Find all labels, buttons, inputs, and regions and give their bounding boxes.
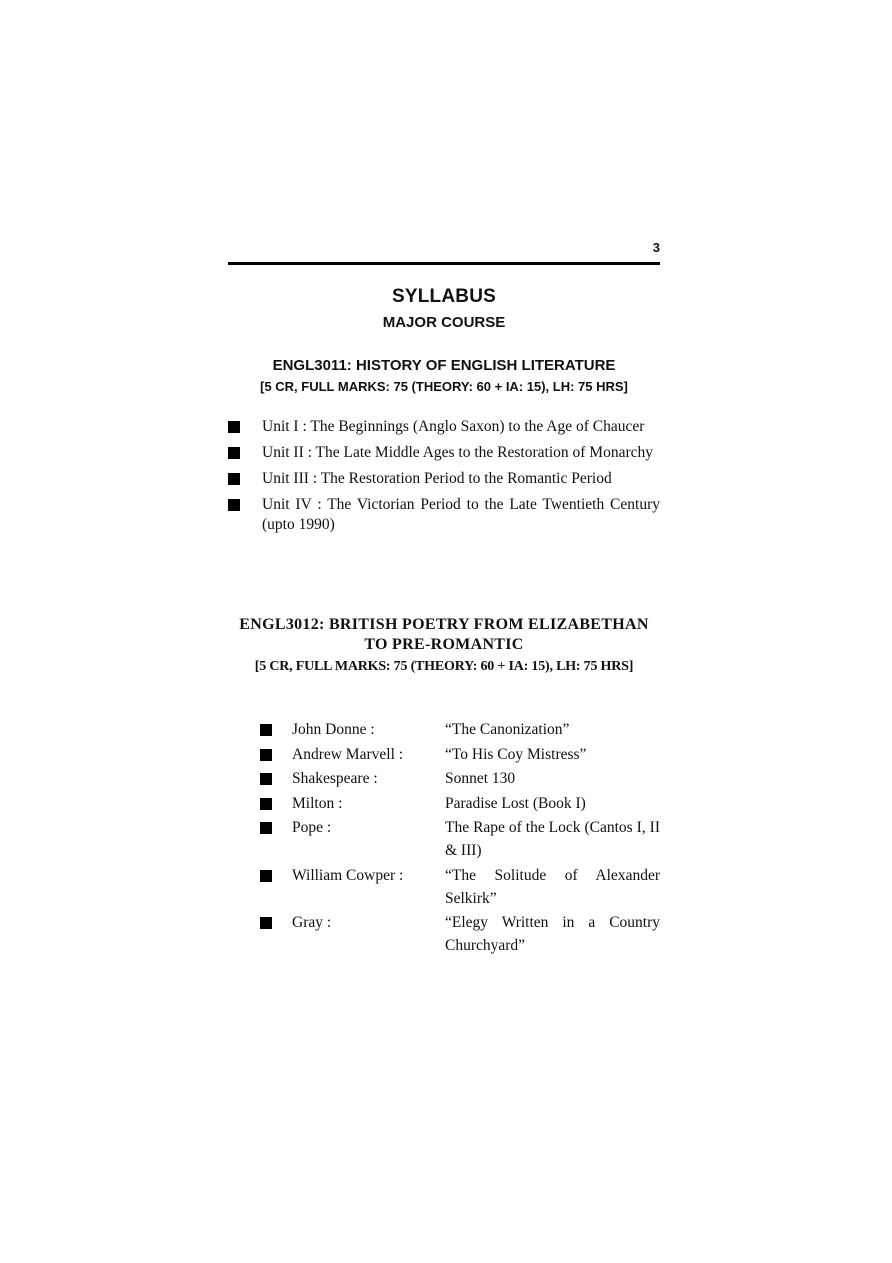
unit-text: Unit I : The Beginnings (Anglo Saxon) to the Age of Chaucer — [262, 418, 645, 435]
poet-work: Sonnet 130 — [445, 770, 516, 787]
square-bullet-icon — [260, 917, 272, 929]
list-item — [228, 469, 660, 489]
square-bullet-icon — [260, 773, 272, 785]
poet-work: The Rape of the Lock (Cantos I, II & III) — [445, 819, 660, 859]
course2-title — [228, 615, 660, 655]
square-bullet-icon — [260, 798, 272, 810]
course1-unit-list — [228, 417, 660, 541]
poet-name: Milton : — [292, 794, 343, 812]
list-item — [258, 816, 660, 862]
poet-work: Paradise Lost (Book I) — [445, 794, 586, 812]
course1-title: ENGL3011: HISTORY OF ENGLISH LITERATURE — [272, 357, 616, 374]
square-bullet-icon — [228, 499, 240, 511]
poet-work: “The Solitude of Alexander Selkirk” — [445, 866, 660, 907]
poet-name: Gray : — [292, 914, 332, 931]
course2-details: [5 CR, FULL MARKS: 75 (THEORY: 60 + IA: 15), LH: 75 HRS] — [254, 659, 634, 674]
square-bullet-icon — [228, 421, 240, 433]
list-item — [258, 792, 660, 815]
poet-name: John Donne : — [292, 721, 375, 738]
square-bullet-icon — [260, 822, 272, 834]
square-bullet-icon — [260, 724, 272, 736]
unit-text: Unit IV : The Victorian Period to the Late Twentieth Century (upto 1990) — [262, 496, 660, 533]
poet-name: Pope : — [292, 819, 332, 836]
list-item — [228, 495, 660, 535]
course2-poet-list — [258, 718, 660, 959]
poet-work: “Elegy Written in a Country Churchyard” — [445, 914, 660, 954]
square-bullet-icon — [228, 447, 240, 459]
poet-work: “To His Coy Mistress” — [445, 745, 587, 763]
square-bullet-icon — [260, 870, 272, 882]
unit-text: Unit II : The Late Middle Ages to the Restoration of Monarchy — [262, 444, 654, 461]
poet-work: “The Canonization” — [445, 721, 570, 738]
list-item — [258, 864, 660, 910]
unit-text: Unit III : The Restoration Period to the Romantic Period — [262, 470, 612, 487]
poet-name: Andrew Marvell : — [292, 745, 404, 763]
square-bullet-icon — [228, 473, 240, 485]
poet-name: Shakespeare : — [292, 770, 378, 787]
course2-title-line1: ENGL3012: BRITISH POETRY FROM ELIZABETHAN — [239, 616, 649, 633]
square-bullet-icon — [260, 749, 272, 761]
list-item — [258, 718, 660, 741]
page-number: 3 — [652, 240, 660, 255]
list-item — [228, 417, 660, 437]
page-title: SYLLABUS — [392, 286, 496, 307]
list-item — [258, 911, 660, 957]
course1-details: [5 CR, FULL MARKS: 75 (THEORY: 60 + IA: 15), LH: 75 HRS] — [260, 379, 628, 394]
poet-name: William Cowper : — [292, 866, 404, 884]
list-item — [258, 743, 660, 766]
header-rule — [228, 262, 660, 265]
course2-title-line2: TO PRE-ROMANTIC — [364, 636, 524, 653]
page-subtitle: MAJOR COURSE — [382, 314, 506, 331]
list-item — [228, 443, 660, 463]
list-item — [258, 767, 660, 790]
